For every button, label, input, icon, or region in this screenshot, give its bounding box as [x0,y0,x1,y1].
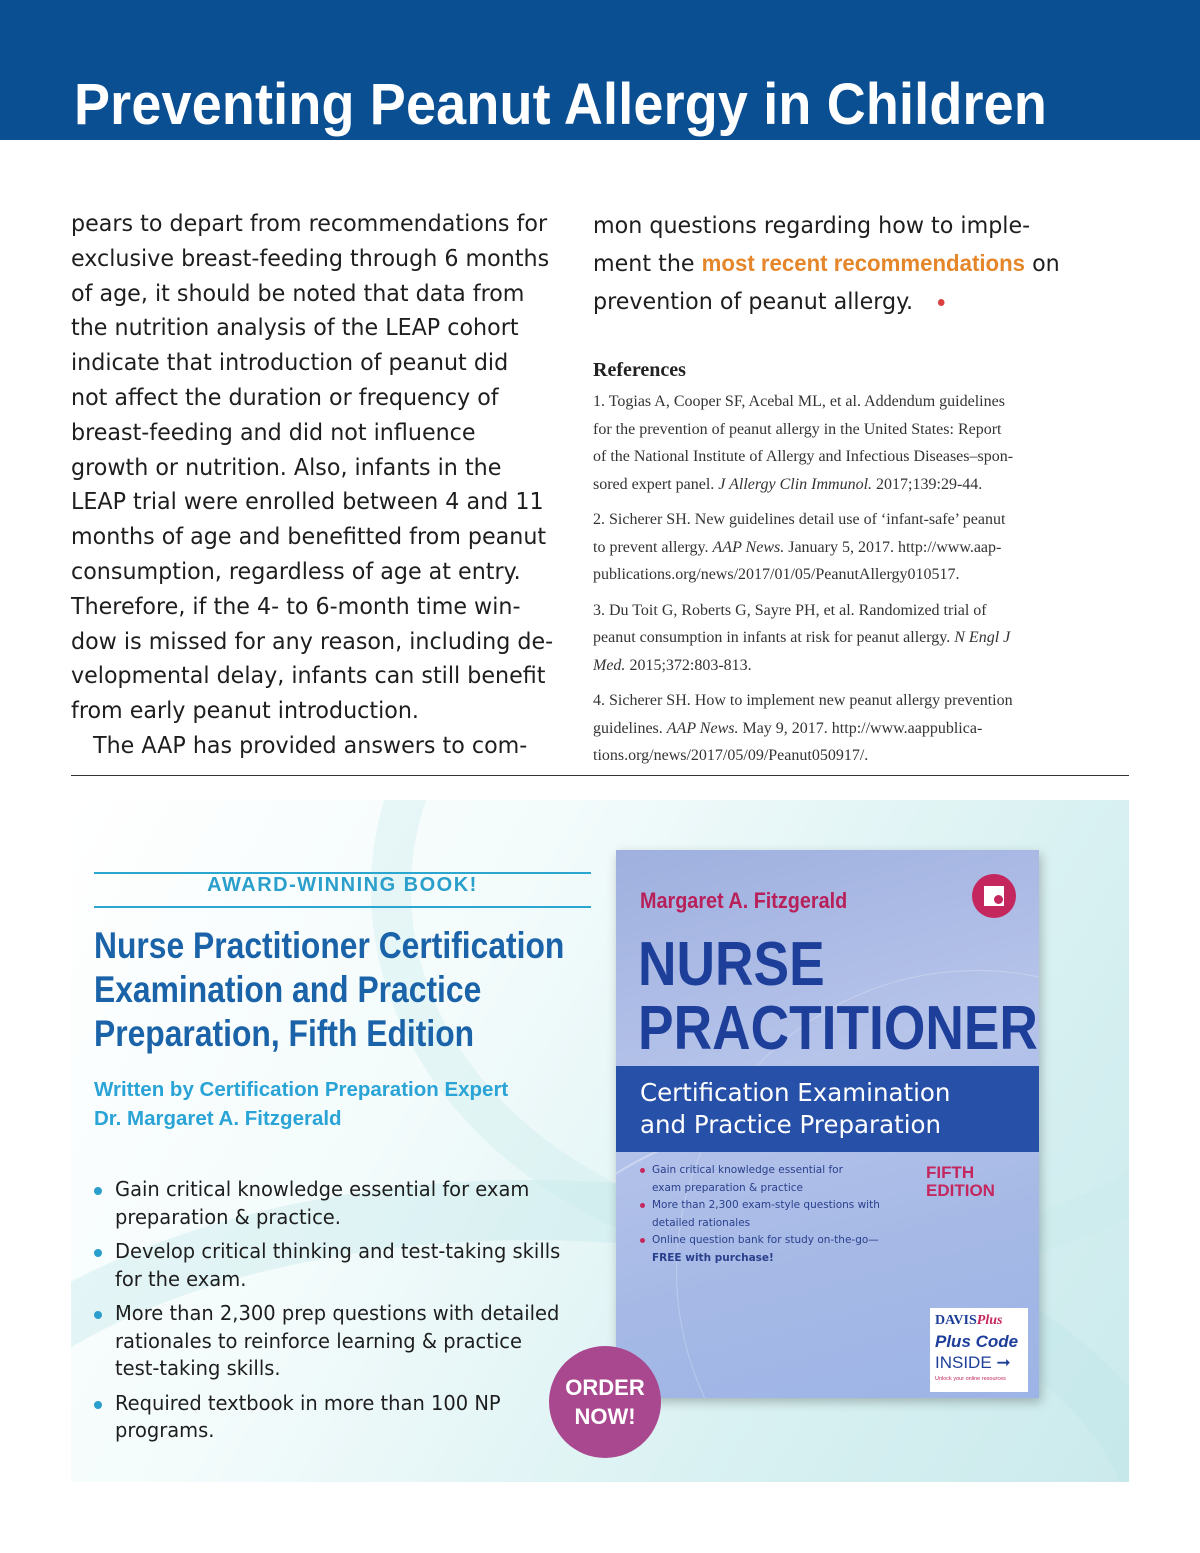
bullet-icon [640,1203,645,1208]
list-item [640,1162,900,1197]
bullet-icon [94,1401,102,1409]
bullet-icon [94,1187,102,1195]
edition-line: EDITION [926,1181,995,1200]
text-fragment: guidelines. [593,719,663,737]
text-line [593,715,1093,743]
text-line [593,282,1084,320]
bullet-icon [640,1168,645,1173]
order-now-button[interactable] [549,1346,661,1458]
book-author: Margaret A. Fitzgerald [640,888,848,913]
text-fragment: May 9, 2017. http://www.aappublica- [742,719,983,737]
subtitle-line: Dr. Margaret A. Fitzgerald [94,1107,342,1130]
text-line: rationales to reinforce learning & practice [115,1328,522,1353]
references-heading: References [593,359,686,381]
text-line [593,624,1093,652]
article-paragraph [71,728,571,763]
text-line: not affect the duration or frequency of [71,382,499,411]
text-line [593,244,1084,282]
journal-name: N Engl J [954,629,1011,646]
cover-subtitle-line: and Practice Preparation [640,1110,942,1139]
text-line: consumption, regardless of age at entry. [71,556,521,585]
text-line: Gain critical knowledge essential for exam [115,1177,530,1201]
subtitle-line: Written by Certification Preparation Expert [94,1078,509,1101]
text-line: preparation & practice. [115,1204,341,1229]
text-fragment: ment the [593,249,695,277]
reference-item [593,597,1093,680]
text-fragment: on [1032,249,1060,277]
text-line: test-taking skills. [115,1356,281,1380]
text-line: of age, it should be noted that data from [71,278,525,307]
journal-name: AAP News. [666,719,739,737]
edition-label [926,1164,995,1200]
journal-name: J Allergy Clin Immunol. [718,475,873,493]
reference-item [593,506,1093,589]
text-fragment: January 5, 2017. http://www.aap- [788,538,1002,556]
text-line: 3. Du Toit G, Roberts G, Sayre PH, et al. Randomized trial of [593,601,987,619]
award-label: AWARD-WINNING BOOK! [207,874,478,896]
logo-text: DAVIS [935,1313,977,1328]
edition-line: FIFTH [926,1163,975,1182]
cover-subtitle-band [616,1066,1039,1152]
article-paragraph [71,206,571,728]
text-line: publications.org/news/2017/01/05/PeanutAllergy010517. [593,566,960,583]
title-line: Preparation, Fifth Edition [94,1013,475,1054]
text-line: pears to depart from recommendations for [71,209,548,237]
cover-bullet-list [640,1162,900,1267]
award-rule-bottom [94,906,591,908]
text-fragment: sored expert panel. [593,475,715,493]
reference-item [593,687,1093,770]
journal-name: AAP News. [712,538,785,556]
page-title: Preventing Peanut Allergy in Children [74,72,1047,137]
journal-name: Med. [593,656,626,674]
list-item [94,1390,574,1445]
references-section [593,356,1093,778]
book-advertisement [71,800,1129,1482]
text-line: 2. Sicherer SH. New guidelines detail use of ‘infant-safe’ peanut [593,511,1006,528]
list-item [94,1238,574,1293]
article-right-column [593,206,1113,320]
text-line [593,534,1093,562]
recommendations-link[interactable]: most recent recommendations [701,250,1025,276]
order-label: NOW! [574,1404,636,1429]
text-fragment: peanut consumption in infants at risk for peanut allergy. [593,629,951,646]
text-fragment: 2017;139:29-44. [876,475,983,493]
text-line: programs. [115,1418,215,1442]
plus-code-label: Plus Code [935,1332,1019,1351]
text-line: from early peanut introduction. [71,696,419,725]
text-line: the nutrition analysis of the LEAP cohort [71,313,519,342]
text-line [593,652,1093,680]
text-line: detailed rationales [652,1216,751,1229]
list-item [94,1300,574,1383]
text-line: FREE with purchase! [652,1251,774,1264]
text-line: months of age and benefitted from peanut [71,522,547,551]
ad-feature-list [94,1176,574,1452]
reference-item [593,388,1093,498]
cover-subtitle-line: Certification Examination [640,1078,951,1107]
text-line: LEAP trial were enrolled between 4 and 11 [71,487,544,516]
text-line: Gain critical knowledge essential for [652,1164,843,1176]
list-item [640,1197,900,1232]
publisher-logo-icon [972,874,1016,918]
text-line: 4. Sicherer SH. How to implement new peanut allergy prevention [593,692,1013,709]
text-fragment: 2015;372:803-813. [629,656,752,674]
davisplus-badge [930,1308,1028,1392]
text-line [593,471,1093,499]
text-line: for the prevention of peanut allergy in the United States: Report [593,420,1002,438]
text-line: exclusive breast-feeding through 6 months [71,243,550,272]
logo-text: Plus [976,1313,1003,1328]
text-line: dow is missed for any reason, including de- [71,626,554,655]
text-line: breast-feeding and did not influence [71,417,476,446]
text-line: More than 2,300 prep questions with detailed [115,1301,560,1325]
ad-subtitle [94,1075,508,1133]
text-line: Required textbook in more than 100 NP [115,1390,501,1415]
book-cover-image [616,850,1039,1398]
title-line: Nurse Practitioner Certification [94,925,565,966]
davisplus-logo [935,1313,1002,1329]
book-title-line: NURSE [638,930,825,999]
book-title-line: PRACTITIONER [638,994,1038,1063]
text-line: for the exam. [115,1266,247,1291]
text-line: 1. Togias A, Cooper SF, Acebal ML, et al. Addendum guidelines [593,393,1005,410]
order-label: ORDER [565,1375,645,1400]
text-line: of the National Institute of Allergy and Infectious Diseases–spon- [593,448,1014,465]
text-line: More than 2,300 exam-style questions with [652,1199,880,1211]
text-line: Develop critical thinking and test-taking skills [115,1239,561,1263]
title-line: Examination and Practice [94,969,482,1010]
text-fragment: to prevent allergy. [593,538,709,556]
text-line: growth or nutrition. Also, infants in the [71,452,502,481]
ad-book-title [94,924,614,1056]
text-line: indicate that introduction of peanut did [71,348,509,377]
article-left-column [71,206,571,763]
list-item [94,1176,574,1231]
list-item [640,1232,900,1267]
bullet-icon [640,1238,645,1243]
inside-label: INSIDE ➞ [935,1353,1011,1372]
logo-dot [994,895,1003,904]
text-line: Therefore, if the 4- to 6-month time win- [71,591,521,620]
text-line: velopmental delay, infants can still benefit [71,661,546,690]
bullet-icon [94,1311,102,1319]
bullet-icon [94,1249,102,1257]
unlock-label: Unlock your online resources [935,1376,1006,1382]
text-line: The AAP has provided answers to com- [93,730,528,759]
title-banner [0,0,1200,140]
section-divider [71,775,1129,776]
text-line: Online question bank for study on-the-go— [652,1234,879,1246]
text-fragment: prevention of peanut allergy. [593,287,914,315]
text-line: tions.org/news/2017/05/09/Peanut050917/. [593,747,869,764]
end-of-article-dot-icon [938,299,945,306]
text-line: exam preparation & practice [652,1181,803,1194]
text-line: mon questions regarding how to imple- [593,211,1031,239]
